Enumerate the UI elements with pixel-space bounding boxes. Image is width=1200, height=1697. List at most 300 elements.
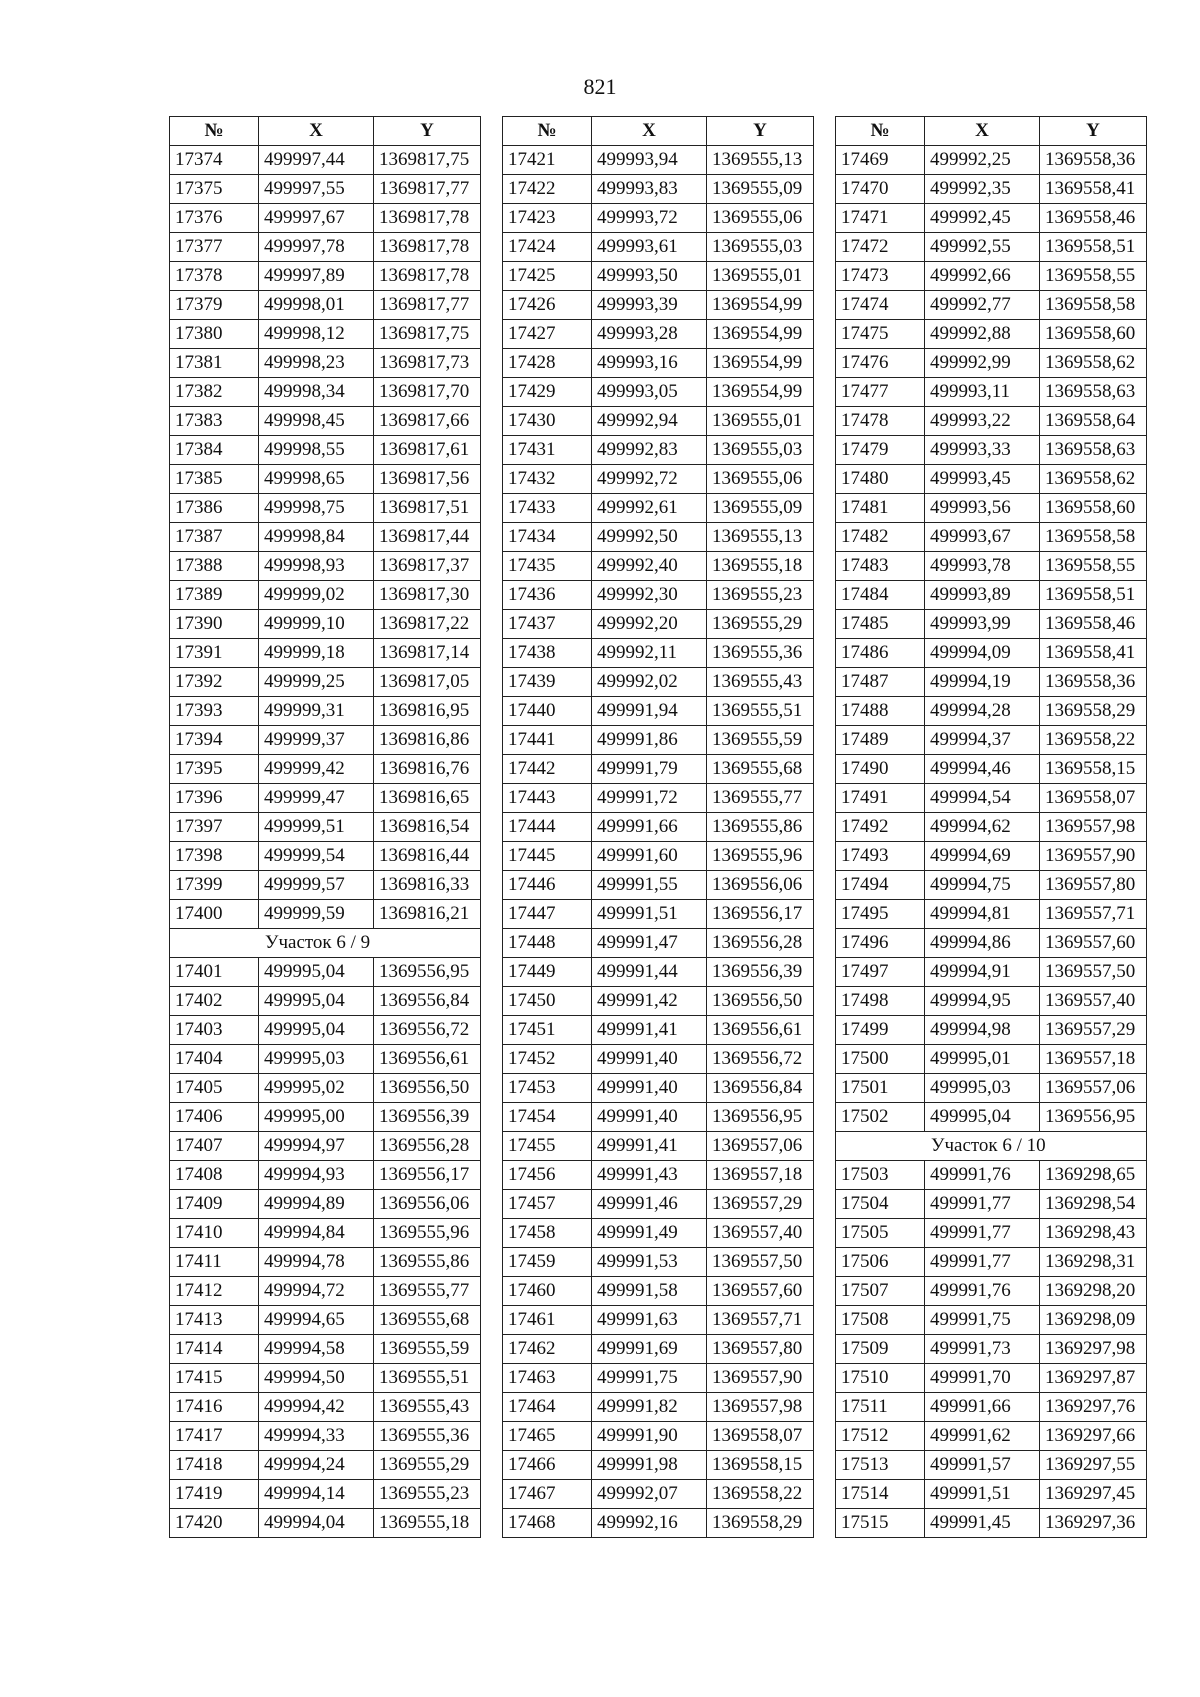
- point-number-cell: 17415: [170, 1364, 259, 1393]
- x-coordinate-cell: 499995,04: [259, 1016, 374, 1045]
- table-row: [503, 349, 814, 378]
- table-row: [836, 233, 1147, 262]
- point-number-cell: 17503: [836, 1161, 925, 1190]
- table-row: [170, 436, 481, 465]
- y-coordinate-cell: 1369555,13: [707, 523, 814, 552]
- x-coordinate-cell: 499994,14: [259, 1480, 374, 1509]
- table-row: [503, 1219, 814, 1248]
- y-coordinate-cell: 1369817,77: [374, 175, 481, 204]
- y-coordinate-cell: 1369556,61: [707, 1016, 814, 1045]
- x-coordinate-cell: 499992,88: [925, 320, 1040, 349]
- x-coordinate-cell: 499991,57: [925, 1451, 1040, 1480]
- x-coordinate-cell: 499994,04: [259, 1509, 374, 1538]
- table-row: [836, 1306, 1147, 1335]
- x-coordinate-cell: 499993,33: [925, 436, 1040, 465]
- table-row: [170, 581, 481, 610]
- point-number-cell: 17417: [170, 1422, 259, 1451]
- y-coordinate-cell: 1369555,43: [374, 1393, 481, 1422]
- x-coordinate-cell: 499998,01: [259, 291, 374, 320]
- point-number-cell: 17466: [503, 1451, 592, 1480]
- point-number-cell: 17453: [503, 1074, 592, 1103]
- point-number-cell: 17485: [836, 610, 925, 639]
- header-y: Y: [1040, 117, 1147, 146]
- y-coordinate-cell: 1369817,66: [374, 407, 481, 436]
- point-number-cell: 17401: [170, 958, 259, 987]
- table-row: [836, 349, 1147, 378]
- point-number-cell: 17425: [503, 262, 592, 291]
- table-row: [836, 726, 1147, 755]
- y-coordinate-cell: 1369817,73: [374, 349, 481, 378]
- x-coordinate-cell: 499991,79: [592, 755, 707, 784]
- x-coordinate-cell: 499994,09: [925, 639, 1040, 668]
- table-row: [170, 1161, 481, 1190]
- point-number-cell: 17443: [503, 784, 592, 813]
- y-coordinate-cell: 1369558,46: [1040, 610, 1147, 639]
- point-number-cell: 17508: [836, 1306, 925, 1335]
- y-coordinate-cell: 1369555,51: [374, 1364, 481, 1393]
- y-coordinate-cell: 1369817,14: [374, 639, 481, 668]
- table-row: [503, 552, 814, 581]
- x-coordinate-cell: 499991,53: [592, 1248, 707, 1277]
- y-coordinate-cell: 1369298,31: [1040, 1248, 1147, 1277]
- y-coordinate-cell: 1369556,50: [374, 1074, 481, 1103]
- table-row: [170, 1016, 481, 1045]
- coordinates-table-2: [502, 116, 814, 1538]
- table-row: [170, 1132, 481, 1161]
- x-coordinate-cell: 499991,44: [592, 958, 707, 987]
- header-y: Y: [707, 117, 814, 146]
- table-row: [836, 1045, 1147, 1074]
- x-coordinate-cell: 499993,05: [592, 378, 707, 407]
- y-coordinate-cell: 1369555,06: [707, 465, 814, 494]
- x-coordinate-cell: 499991,70: [925, 1364, 1040, 1393]
- x-coordinate-cell: 499993,56: [925, 494, 1040, 523]
- point-number-cell: 17396: [170, 784, 259, 813]
- table-row: [170, 813, 481, 842]
- y-coordinate-cell: 1369555,01: [707, 262, 814, 291]
- table-row: [170, 1045, 481, 1074]
- table-row: [836, 1422, 1147, 1451]
- y-coordinate-cell: 1369817,51: [374, 494, 481, 523]
- x-coordinate-cell: 499991,51: [592, 900, 707, 929]
- y-coordinate-cell: 1369557,18: [707, 1161, 814, 1190]
- y-coordinate-cell: 1369817,61: [374, 436, 481, 465]
- y-coordinate-cell: 1369297,55: [1040, 1451, 1147, 1480]
- x-coordinate-cell: 499994,24: [259, 1451, 374, 1480]
- x-coordinate-cell: 499994,54: [925, 784, 1040, 813]
- table-row: [503, 233, 814, 262]
- point-number-cell: 17429: [503, 378, 592, 407]
- x-coordinate-cell: 499994,98: [925, 1016, 1040, 1045]
- y-coordinate-cell: 1369555,59: [374, 1335, 481, 1364]
- x-coordinate-cell: 499992,11: [592, 639, 707, 668]
- x-coordinate-cell: 499992,72: [592, 465, 707, 494]
- y-coordinate-cell: 1369817,78: [374, 262, 481, 291]
- y-coordinate-cell: 1369298,09: [1040, 1306, 1147, 1335]
- table-row: [836, 1364, 1147, 1393]
- x-coordinate-cell: 499991,43: [592, 1161, 707, 1190]
- point-number-cell: 17477: [836, 378, 925, 407]
- y-coordinate-cell: 1369558,60: [1040, 494, 1147, 523]
- table-row: [836, 987, 1147, 1016]
- point-number-cell: 17440: [503, 697, 592, 726]
- x-coordinate-cell: 499992,61: [592, 494, 707, 523]
- y-coordinate-cell: 1369555,09: [707, 494, 814, 523]
- y-coordinate-cell: 1369555,43: [707, 668, 814, 697]
- x-coordinate-cell: 499991,98: [592, 1451, 707, 1480]
- y-coordinate-cell: 1369555,96: [374, 1219, 481, 1248]
- table-row: [503, 929, 814, 958]
- table-row: [170, 1364, 481, 1393]
- x-coordinate-cell: 499998,55: [259, 436, 374, 465]
- x-coordinate-cell: 499994,72: [259, 1277, 374, 1306]
- point-number-cell: 17512: [836, 1422, 925, 1451]
- point-number-cell: 17498: [836, 987, 925, 1016]
- x-coordinate-cell: 499991,49: [592, 1219, 707, 1248]
- point-number-cell: 17458: [503, 1219, 592, 1248]
- point-number-cell: 17501: [836, 1074, 925, 1103]
- point-number-cell: 17383: [170, 407, 259, 436]
- table-row: [503, 755, 814, 784]
- point-number-cell: 17490: [836, 755, 925, 784]
- point-number-cell: 17408: [170, 1161, 259, 1190]
- table-row: [170, 1422, 481, 1451]
- x-coordinate-cell: 499992,83: [592, 436, 707, 465]
- point-number-cell: 17409: [170, 1190, 259, 1219]
- table-row: [503, 1306, 814, 1335]
- coordinates-table-3: [835, 116, 1147, 1538]
- table-row: [503, 813, 814, 842]
- x-coordinate-cell: 499993,22: [925, 407, 1040, 436]
- point-number-cell: 17426: [503, 291, 592, 320]
- point-number-cell: 17510: [836, 1364, 925, 1393]
- point-number-cell: 17413: [170, 1306, 259, 1335]
- y-coordinate-cell: 1369558,22: [707, 1480, 814, 1509]
- section-row: [836, 1132, 1147, 1161]
- point-number-cell: 17412: [170, 1277, 259, 1306]
- y-coordinate-cell: 1369817,70: [374, 378, 481, 407]
- x-coordinate-cell: 499991,86: [592, 726, 707, 755]
- y-coordinate-cell: 1369817,37: [374, 552, 481, 581]
- x-coordinate-cell: 499991,66: [925, 1393, 1040, 1422]
- y-coordinate-cell: 1369555,77: [707, 784, 814, 813]
- point-number-cell: 17450: [503, 987, 592, 1016]
- table-row: [836, 610, 1147, 639]
- table-row: [836, 407, 1147, 436]
- header-row: [836, 117, 1147, 146]
- table-row: [503, 1248, 814, 1277]
- point-number-cell: 17515: [836, 1509, 925, 1538]
- table-row: [836, 1190, 1147, 1219]
- table-row: [170, 1190, 481, 1219]
- section-row: [170, 929, 481, 958]
- x-coordinate-cell: 499991,77: [925, 1248, 1040, 1277]
- table-row: [503, 1190, 814, 1219]
- y-coordinate-cell: 1369297,45: [1040, 1480, 1147, 1509]
- x-coordinate-cell: 499991,41: [592, 1132, 707, 1161]
- point-number-cell: 17387: [170, 523, 259, 552]
- table-row: [836, 1103, 1147, 1132]
- x-coordinate-cell: 499994,86: [925, 929, 1040, 958]
- table-row: [170, 1509, 481, 1538]
- y-coordinate-cell: 1369554,99: [707, 320, 814, 349]
- y-coordinate-cell: 1369558,22: [1040, 726, 1147, 755]
- table-row: [836, 1219, 1147, 1248]
- point-number-cell: 17376: [170, 204, 259, 233]
- table-row: [503, 465, 814, 494]
- point-number-cell: 17448: [503, 929, 592, 958]
- y-coordinate-cell: 1369555,59: [707, 726, 814, 755]
- table-row: [170, 842, 481, 871]
- point-number-cell: 17475: [836, 320, 925, 349]
- point-number-cell: 17504: [836, 1190, 925, 1219]
- x-coordinate-cell: 499995,00: [259, 1103, 374, 1132]
- point-number-cell: 17384: [170, 436, 259, 465]
- x-coordinate-cell: 499995,01: [925, 1045, 1040, 1074]
- y-coordinate-cell: 1369556,72: [374, 1016, 481, 1045]
- y-coordinate-cell: 1369297,76: [1040, 1393, 1147, 1422]
- y-coordinate-cell: 1369558,41: [1040, 175, 1147, 204]
- point-number-cell: 17465: [503, 1422, 592, 1451]
- section-title: Участок 6 / 10: [836, 1132, 1147, 1161]
- x-coordinate-cell: 499992,07: [592, 1480, 707, 1509]
- table-row: [170, 1451, 481, 1480]
- y-coordinate-cell: 1369556,39: [707, 958, 814, 987]
- point-number-cell: 17433: [503, 494, 592, 523]
- page-number: 821: [583, 74, 617, 99]
- y-coordinate-cell: 1369558,41: [1040, 639, 1147, 668]
- point-number-cell: 17414: [170, 1335, 259, 1364]
- table-row: [503, 1045, 814, 1074]
- x-coordinate-cell: 499993,39: [592, 291, 707, 320]
- x-coordinate-cell: 499992,02: [592, 668, 707, 697]
- point-number-cell: 17470: [836, 175, 925, 204]
- point-number-cell: 17502: [836, 1103, 925, 1132]
- point-number-cell: 17431: [503, 436, 592, 465]
- table-row: [503, 1132, 814, 1161]
- y-coordinate-cell: 1369556,06: [374, 1190, 481, 1219]
- x-coordinate-cell: 499991,66: [592, 813, 707, 842]
- y-coordinate-cell: 1369556,50: [707, 987, 814, 1016]
- x-coordinate-cell: 499991,47: [592, 929, 707, 958]
- x-coordinate-cell: 499993,50: [592, 262, 707, 291]
- y-coordinate-cell: 1369557,50: [707, 1248, 814, 1277]
- y-coordinate-cell: 1369557,29: [707, 1190, 814, 1219]
- x-coordinate-cell: 499992,35: [925, 175, 1040, 204]
- table-row: [170, 262, 481, 291]
- header-row: [170, 117, 481, 146]
- x-coordinate-cell: 499992,55: [925, 233, 1040, 262]
- table-row: [503, 1335, 814, 1364]
- x-coordinate-cell: 499994,97: [259, 1132, 374, 1161]
- y-coordinate-cell: 1369558,36: [1040, 146, 1147, 175]
- point-number-cell: 17484: [836, 581, 925, 610]
- table-row: [503, 175, 814, 204]
- point-number-cell: 17428: [503, 349, 592, 378]
- y-coordinate-cell: 1369558,29: [707, 1509, 814, 1538]
- point-number-cell: 17496: [836, 929, 925, 958]
- table-row: [836, 291, 1147, 320]
- table-row: [170, 146, 481, 175]
- x-coordinate-cell: 499994,78: [259, 1248, 374, 1277]
- point-number-cell: 17446: [503, 871, 592, 900]
- y-coordinate-cell: 1369555,01: [707, 407, 814, 436]
- point-number-cell: 17423: [503, 204, 592, 233]
- point-number-cell: 17493: [836, 842, 925, 871]
- table-row: [503, 871, 814, 900]
- point-number-cell: 17444: [503, 813, 592, 842]
- y-coordinate-cell: 1369557,06: [707, 1132, 814, 1161]
- table-row: [170, 1393, 481, 1422]
- y-coordinate-cell: 1369555,23: [374, 1480, 481, 1509]
- x-coordinate-cell: 499997,89: [259, 262, 374, 291]
- y-coordinate-cell: 1369555,23: [707, 581, 814, 610]
- table-row: [836, 784, 1147, 813]
- table-row: [170, 987, 481, 1016]
- y-coordinate-cell: 1369298,65: [1040, 1161, 1147, 1190]
- x-coordinate-cell: 499994,69: [925, 842, 1040, 871]
- x-coordinate-cell: 499994,42: [259, 1393, 374, 1422]
- x-coordinate-cell: 499997,78: [259, 233, 374, 262]
- table-row: [836, 1161, 1147, 1190]
- table-row: [170, 1335, 481, 1364]
- x-coordinate-cell: 499993,89: [925, 581, 1040, 610]
- y-coordinate-cell: 1369558,64: [1040, 407, 1147, 436]
- point-number-cell: 17479: [836, 436, 925, 465]
- table-row: [503, 639, 814, 668]
- y-coordinate-cell: 1369558,58: [1040, 523, 1147, 552]
- y-coordinate-cell: 1369298,20: [1040, 1277, 1147, 1306]
- table-row: [170, 1306, 481, 1335]
- header-x: X: [592, 117, 707, 146]
- point-number-cell: 17481: [836, 494, 925, 523]
- point-number-cell: 17449: [503, 958, 592, 987]
- point-number-cell: 17420: [170, 1509, 259, 1538]
- table-row: [170, 465, 481, 494]
- y-coordinate-cell: 1369556,84: [707, 1074, 814, 1103]
- table-row: [170, 233, 481, 262]
- y-coordinate-cell: 1369557,40: [707, 1219, 814, 1248]
- point-number-cell: 17389: [170, 581, 259, 610]
- y-coordinate-cell: 1369555,29: [707, 610, 814, 639]
- table-row: [836, 1480, 1147, 1509]
- y-coordinate-cell: 1369557,80: [707, 1335, 814, 1364]
- point-number-cell: 17507: [836, 1277, 925, 1306]
- x-coordinate-cell: 499991,90: [592, 1422, 707, 1451]
- y-coordinate-cell: 1369557,71: [1040, 900, 1147, 929]
- y-coordinate-cell: 1369556,61: [374, 1045, 481, 1074]
- table-row: [503, 1016, 814, 1045]
- table-row: [170, 726, 481, 755]
- x-coordinate-cell: 499994,84: [259, 1219, 374, 1248]
- table-row: [170, 784, 481, 813]
- table-row: [836, 1509, 1147, 1538]
- table-row: [170, 900, 481, 929]
- y-coordinate-cell: 1369557,50: [1040, 958, 1147, 987]
- point-number-cell: 17381: [170, 349, 259, 378]
- table-row: [170, 958, 481, 987]
- y-coordinate-cell: 1369817,78: [374, 204, 481, 233]
- point-number-cell: 17509: [836, 1335, 925, 1364]
- y-coordinate-cell: 1369557,98: [707, 1393, 814, 1422]
- x-coordinate-cell: 499992,77: [925, 291, 1040, 320]
- y-coordinate-cell: 1369556,28: [707, 929, 814, 958]
- point-number-cell: 17438: [503, 639, 592, 668]
- point-number-cell: 17505: [836, 1219, 925, 1248]
- y-coordinate-cell: 1369298,43: [1040, 1219, 1147, 1248]
- table-row: [836, 639, 1147, 668]
- x-coordinate-cell: 499994,81: [925, 900, 1040, 929]
- y-coordinate-cell: 1369557,29: [1040, 1016, 1147, 1045]
- table-row: [836, 813, 1147, 842]
- table-row: [836, 842, 1147, 871]
- table-row: [170, 871, 481, 900]
- x-coordinate-cell: 499994,75: [925, 871, 1040, 900]
- x-coordinate-cell: 499994,62: [925, 813, 1040, 842]
- y-coordinate-cell: 1369558,29: [1040, 697, 1147, 726]
- y-coordinate-cell: 1369554,99: [707, 378, 814, 407]
- y-coordinate-cell: 1369555,36: [707, 639, 814, 668]
- point-number-cell: 17391: [170, 639, 259, 668]
- point-number-cell: 17400: [170, 900, 259, 929]
- table-row: [836, 320, 1147, 349]
- y-coordinate-cell: 1369557,90: [707, 1364, 814, 1393]
- y-coordinate-cell: 1369558,51: [1040, 581, 1147, 610]
- point-number-cell: 17511: [836, 1393, 925, 1422]
- x-coordinate-cell: 499991,77: [925, 1190, 1040, 1219]
- table-row: [503, 1509, 814, 1538]
- y-coordinate-cell: 1369816,76: [374, 755, 481, 784]
- x-coordinate-cell: 499991,41: [592, 1016, 707, 1045]
- point-number-cell: 17403: [170, 1016, 259, 1045]
- x-coordinate-cell: 499999,31: [259, 697, 374, 726]
- y-coordinate-cell: 1369556,95: [707, 1103, 814, 1132]
- point-number-cell: 17489: [836, 726, 925, 755]
- y-coordinate-cell: 1369556,95: [1040, 1103, 1147, 1132]
- table-row: [836, 958, 1147, 987]
- y-coordinate-cell: 1369556,84: [374, 987, 481, 1016]
- x-coordinate-cell: 499992,66: [925, 262, 1040, 291]
- point-number-cell: 17388: [170, 552, 259, 581]
- point-number-cell: 17404: [170, 1045, 259, 1074]
- y-coordinate-cell: 1369558,51: [1040, 233, 1147, 262]
- y-coordinate-cell: 1369555,13: [707, 146, 814, 175]
- point-number-cell: 17439: [503, 668, 592, 697]
- y-coordinate-cell: 1369557,71: [707, 1306, 814, 1335]
- x-coordinate-cell: 499991,42: [592, 987, 707, 1016]
- table-row: [836, 1393, 1147, 1422]
- point-number-cell: 17441: [503, 726, 592, 755]
- y-coordinate-cell: 1369555,51: [707, 697, 814, 726]
- point-number-cell: 17473: [836, 262, 925, 291]
- x-coordinate-cell: 499993,28: [592, 320, 707, 349]
- y-coordinate-cell: 1369816,33: [374, 871, 481, 900]
- point-number-cell: 17514: [836, 1480, 925, 1509]
- y-coordinate-cell: 1369817,56: [374, 465, 481, 494]
- point-number-cell: 17418: [170, 1451, 259, 1480]
- point-number-cell: 17464: [503, 1393, 592, 1422]
- y-coordinate-cell: 1369556,06: [707, 871, 814, 900]
- y-coordinate-cell: 1369555,03: [707, 436, 814, 465]
- x-coordinate-cell: 499991,76: [925, 1277, 1040, 1306]
- y-coordinate-cell: 1369558,62: [1040, 349, 1147, 378]
- x-coordinate-cell: 499991,51: [925, 1480, 1040, 1509]
- table-row: [170, 349, 481, 378]
- point-number-cell: 17491: [836, 784, 925, 813]
- x-coordinate-cell: 499991,45: [925, 1509, 1040, 1538]
- y-coordinate-cell: 1369558,55: [1040, 552, 1147, 581]
- table-row: [503, 900, 814, 929]
